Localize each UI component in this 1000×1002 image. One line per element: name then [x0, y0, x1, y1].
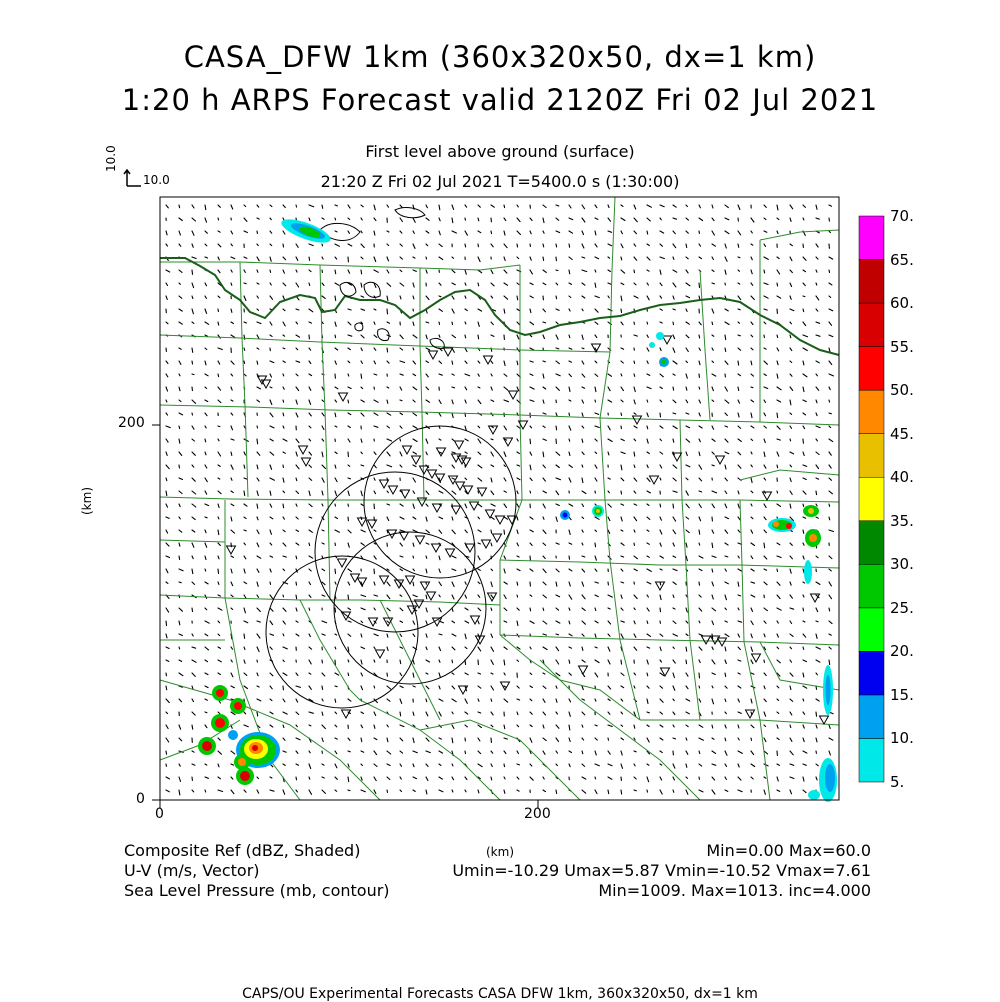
vector-key-vertical-label: 10.0	[104, 145, 118, 172]
colorbar-label: 65.	[890, 250, 914, 269]
colorbar-swatch	[859, 738, 884, 782]
colorbar-swatch	[859, 608, 884, 652]
colorbar-label: 45.	[890, 424, 914, 443]
colorbar-label: 60.	[890, 294, 914, 313]
colorbar-label: 15.	[890, 685, 914, 704]
x-tick-200: 200	[524, 806, 551, 822]
colorbar-swatch	[859, 434, 884, 478]
colorbar-swatch	[859, 651, 884, 695]
level-label: First level above ground (surface)	[365, 142, 635, 161]
colorbar-swatch	[859, 390, 884, 434]
x-axis-label: (km)	[486, 845, 515, 859]
time-label: 21:20 Z Fri 02 Jul 2021 T=5400.0 s (1:30:00)	[320, 172, 680, 191]
y-tick-0: 0	[136, 791, 145, 807]
colorbar-label: 25.	[890, 598, 914, 617]
vector-key-horizontal-label: 10.0	[143, 173, 170, 187]
field3-stats: Min=1009. Max=1013. inc=4.000	[598, 881, 871, 900]
field1-label: Composite Ref (dBZ, Shaded)	[124, 841, 361, 860]
colorbar-label: 20.	[890, 642, 914, 661]
colorbar-label: 40.	[890, 468, 914, 487]
colorbar	[859, 216, 884, 782]
colorbar-label: 50.	[890, 381, 914, 400]
y-axis-label: (km)	[80, 486, 94, 515]
field3-label: Sea Level Pressure (mb, contour)	[124, 881, 390, 900]
colorbar-swatch	[859, 303, 884, 347]
colorbar-swatch	[859, 216, 884, 260]
field1-stats: Min=0.00 Max=60.0	[706, 841, 871, 860]
field2-label: U-V (m/s, Vector)	[124, 861, 260, 880]
colorbar-swatch	[859, 521, 884, 565]
credit-line: CAPS/OU Experimental Forecasts CASA DFW 1km, 360x320x50, dx=1 km	[242, 986, 758, 1002]
vector-key-arrow	[124, 170, 141, 186]
field2-stats: Umin=-10.29 Umax=5.87 Vmin=-10.52 Vmax=7.61	[452, 861, 871, 880]
colorbar-swatch	[859, 477, 884, 521]
x-tick-0: 0	[155, 806, 164, 822]
colorbar-label: 35.	[890, 511, 914, 530]
colorbar-swatch	[859, 347, 884, 391]
map-frame	[160, 197, 839, 800]
y-tick-200: 200	[118, 415, 145, 431]
colorbar-label: 55.	[890, 337, 914, 356]
colorbar-swatch	[859, 260, 884, 304]
title-line-1: CASA_DFW 1km (360x320x50, dx=1 km)	[183, 40, 817, 74]
colorbar-swatch	[859, 564, 884, 608]
colorbar-swatch	[859, 695, 884, 739]
colorbar-label: 5.	[890, 773, 905, 791]
colorbar-label: 30.	[890, 555, 914, 574]
colorbar-label: 10.	[890, 729, 914, 748]
colorbar-label: 70.	[890, 207, 914, 225]
title-line-2: 1:20 h ARPS Forecast valid 2120Z Fri 02 Jul 2021	[121, 83, 879, 117]
